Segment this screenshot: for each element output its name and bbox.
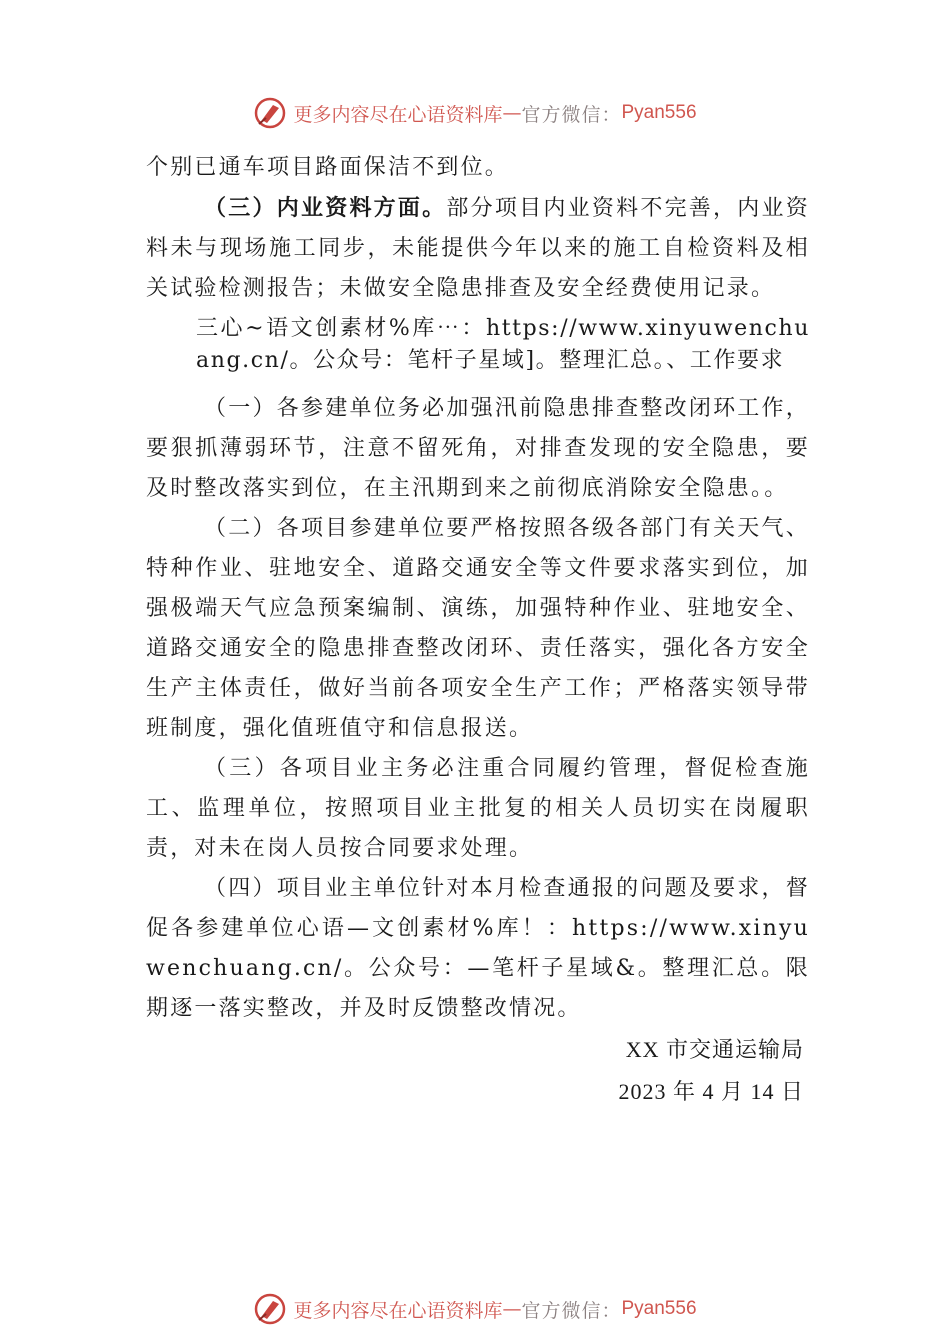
signature-org: XX 市交通运输局 [625, 1037, 804, 1062]
banner-wechat-id: Pyan556 [621, 102, 697, 123]
paragraph-2 [146, 188, 810, 309]
signature-date: 2023 年 4 月 14 日 [618, 1079, 804, 1104]
footer-banner [0, 1292, 950, 1326]
document-body [146, 148, 810, 1113]
banner-label: 官方微信： [521, 103, 622, 126]
paragraph-6: （四）项目业主单位针对本月检查通报的问题及要求，督促各参建单位心语—文创素材%库！：https://www.xinyuwenchuang.cn/。公众号：—笔杆子星域&。整理汇总。限期逐一落实整改，并及时反馈整改情况。 [146, 876, 810, 1021]
watermark-ad-1: 三心~语文创素材%库⋯：https://www.xinyuwenchuang.cn/。公众号：笔杆子星域]。整理汇总。、工作要求 [196, 316, 810, 373]
banner-dash: — [502, 102, 522, 124]
banner-site-text: 更多内容尽在心语资料库 [293, 103, 503, 126]
paragraph-4: （二）各项目参建单位要严格按照各级各部门有关天气、特种作业、驻地安全、道路交通安全等文件要求落实到位，加强极端天气应急预案编制、演练，加强特种作业、驻地安全、道路交通安全的隐患排查整改闭环、责任落实，强化各方安全生产主体责任，做好当前各项安全生产工作；严格落实领导带班制度，强化值班值守和信息报送。 [146, 516, 810, 741]
paragraph-1: 个别已通车项目路面保洁不到位。 [146, 155, 510, 180]
logo-icon [253, 96, 287, 130]
banner-dash: — [502, 1298, 522, 1320]
banner-site-text: 更多内容尽在心语资料库 [293, 1299, 503, 1322]
paragraph-3: （一）各参建单位务必加强汛前隐患排查整改闭环工作，要狠抓薄弱环节，注意不留死角，对排查发现的安全隐患，要及时整改落实到位，在主汛期到来之前彻底消除安全隐患。。 [146, 396, 810, 501]
paragraph-2-body: 部分项目内业资料不完善，内业资料未与现场施工同步，未能提供今年以来的施工自检资料及相关试验检测报告；未做安全隐患排查及安全经费使用记录。 [146, 196, 810, 301]
banner-wechat-id: Pyan556 [621, 1298, 697, 1319]
banner-label: 官方微信： [521, 1299, 622, 1322]
paragraph-2-heading: （三）内业资料方面。 [204, 195, 447, 221]
paragraph-5: （三）各项目业主务必注重合同履约管理，督促检查施工、监理单位，按照项目业主批复的相关人员切实在岗履职责，对未在岗人员按合同要求处理。 [146, 756, 810, 861]
logo-icon [253, 1292, 287, 1326]
header-banner [0, 96, 950, 130]
